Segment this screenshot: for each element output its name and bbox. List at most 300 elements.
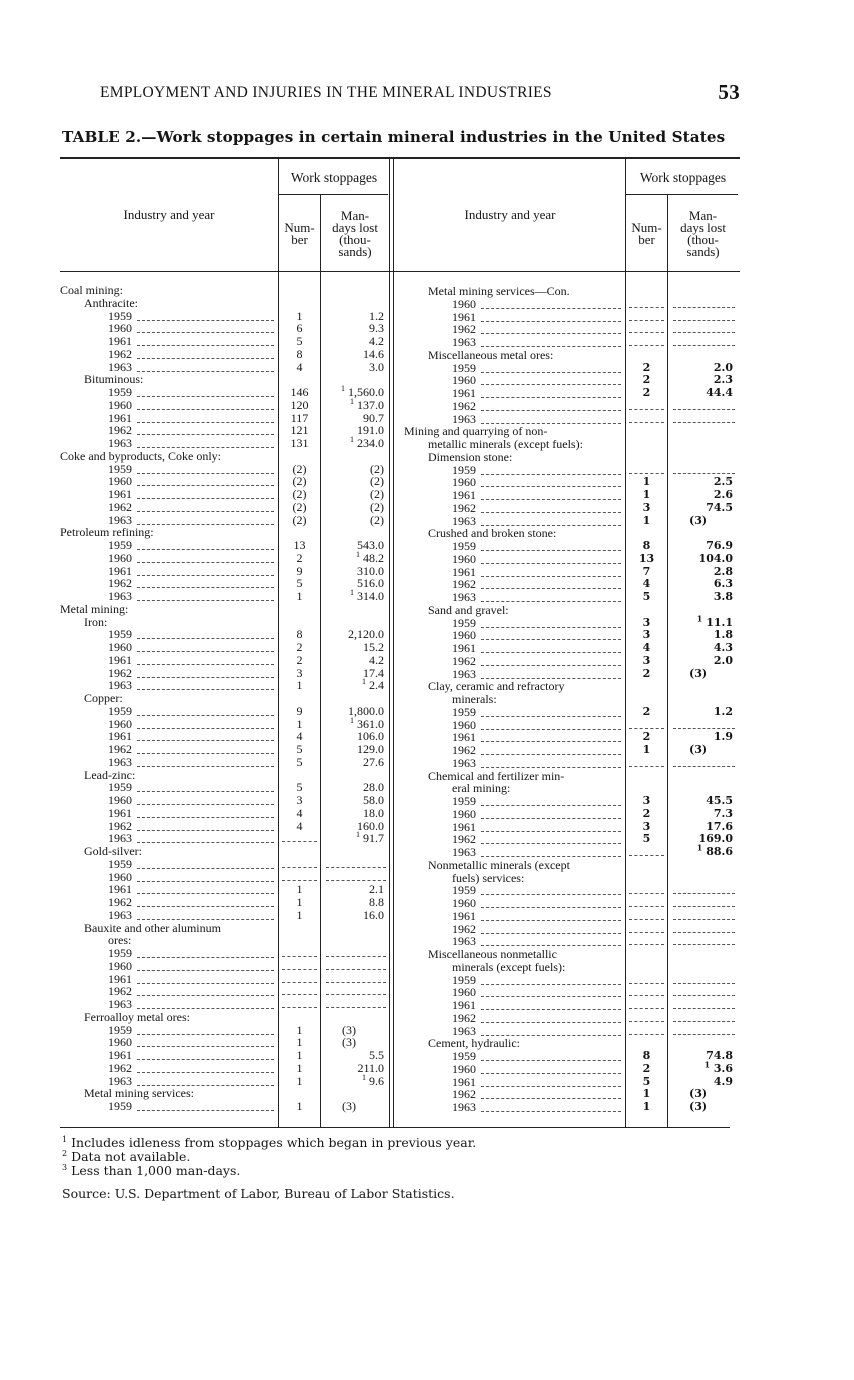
row-label: 1959 <box>108 538 132 552</box>
mandays-value: 9.3 <box>369 321 384 336</box>
dot-leader <box>481 550 621 551</box>
row-label: 1962 <box>108 423 132 438</box>
table-row <box>0 336 854 349</box>
table-row <box>0 958 854 974</box>
mandays-value: (3) <box>689 513 708 527</box>
number-cell: 4 <box>296 359 303 374</box>
row-label: 1963 <box>108 359 132 374</box>
table-row <box>0 999 854 1012</box>
number-cell: 121 <box>290 423 309 438</box>
mandays-value: 17.6 <box>706 819 733 833</box>
number-cell: 5 <box>642 1074 651 1088</box>
dot-leader <box>481 639 621 640</box>
empty-cell-dash <box>629 320 664 321</box>
number-cell: 146 <box>290 385 309 399</box>
dot-leader <box>481 588 621 589</box>
row-label: 1963 <box>108 589 132 603</box>
number-cell: 1 <box>296 1035 303 1050</box>
footnote-ref: 1 <box>362 1072 366 1082</box>
number-cell: 2 <box>642 1061 651 1075</box>
dot-leader <box>481 754 621 755</box>
row-label: 1963 <box>452 1023 476 1038</box>
number-cell: 13 <box>293 538 306 552</box>
dot-leader <box>481 984 621 985</box>
empty-cell-dash <box>629 906 664 907</box>
dot-leader <box>481 1111 621 1112</box>
table-row <box>0 1009 854 1025</box>
mandays-value: (3) <box>689 1087 708 1101</box>
table-row <box>0 703 854 719</box>
mandays-cell <box>689 744 707 757</box>
number-cell: 1 <box>642 488 651 501</box>
table-row <box>0 986 854 999</box>
row-label: 1962 <box>452 743 476 757</box>
row-label: 1959 <box>452 539 476 553</box>
row-label: metallic minerals (except fuels): <box>428 437 583 451</box>
mandays-value: 2.8 <box>713 564 733 578</box>
empty-cell-dash <box>673 932 735 933</box>
table-row <box>0 591 854 604</box>
mandays-value: 4.9 <box>713 1074 733 1088</box>
left-industry-header: Industry and year <box>123 207 215 222</box>
number-cell: 1 <box>642 475 651 489</box>
row-label: Copper: <box>84 691 123 705</box>
empty-cell-dash <box>629 1008 664 1009</box>
row-label: minerals (except fuels): <box>452 959 566 974</box>
mandays-value: 7.3 <box>713 806 733 820</box>
number-cell: 2 <box>642 704 651 718</box>
dot-leader <box>481 920 621 921</box>
row-label: 1963 <box>452 934 476 949</box>
number-cell: 3 <box>642 500 651 514</box>
footnote-mark: 1 <box>62 1134 68 1144</box>
row-label: 1959 <box>452 462 476 477</box>
table-row <box>0 512 854 528</box>
table-row <box>0 856 854 872</box>
number-cell: (2) <box>292 499 307 514</box>
mandays-value: 8.8 <box>369 895 384 909</box>
number-cell: 3 <box>642 615 651 629</box>
table-row <box>0 1073 854 1089</box>
dot-leader <box>481 831 621 832</box>
mandays-cell <box>689 1101 707 1114</box>
table-row <box>0 652 854 668</box>
row-label: 1960 <box>108 474 132 489</box>
row-label: 1961 <box>108 334 132 348</box>
mandays-value: 1,560.0 <box>348 385 384 399</box>
row-label: 1959 <box>108 308 132 323</box>
row-label: 1960 <box>108 550 132 565</box>
table-row <box>0 948 854 961</box>
row-label: Clay, ceramic and refractory <box>428 679 565 694</box>
footnote-ref: 1 <box>696 612 703 623</box>
number-cell: 2 <box>642 730 651 744</box>
empty-cell-dash <box>629 473 664 474</box>
table-row <box>0 920 854 936</box>
row-label: 1959 <box>108 1099 132 1113</box>
row-label: Metal mining services—Con. <box>428 284 570 298</box>
row-label: 1960 <box>452 717 476 732</box>
row-label: 1960 <box>452 296 476 311</box>
row-label: 1959 <box>452 794 476 808</box>
footnote-ref: 1 <box>350 435 354 444</box>
table-row <box>0 744 854 757</box>
footnote-ref: 1 <box>356 549 360 559</box>
mandays-value: 74.5 <box>706 500 733 514</box>
mandays-value: 2.0 <box>713 653 733 667</box>
empty-cell-dash <box>673 1021 735 1022</box>
row-label: 1963 <box>452 335 476 349</box>
dot-leader <box>481 627 621 628</box>
dot-leader <box>481 856 621 857</box>
row-label: 1959 <box>108 856 132 871</box>
dot-leader <box>481 741 621 742</box>
empty-cell-dash <box>629 345 664 346</box>
number-cell: 4 <box>642 641 651 654</box>
mandays-value: (3) <box>689 743 708 756</box>
table-row <box>0 323 854 336</box>
empty-cell-dash <box>673 983 735 984</box>
row-label: Bauxite and other aluminum <box>84 920 221 935</box>
table-row <box>0 842 854 859</box>
empty-cell-dash <box>629 1034 664 1035</box>
dot-leader <box>481 474 621 475</box>
mandays-value: 17.4 <box>363 665 384 680</box>
number-header-line: ber <box>291 232 308 247</box>
row-label: 1960 <box>108 640 132 654</box>
number-cell: 3 <box>642 628 651 642</box>
row-label: 1963 <box>108 997 132 1011</box>
row-label: 1960 <box>452 806 476 821</box>
empty-cell-dash <box>629 893 664 894</box>
number-cell: 8 <box>296 627 303 642</box>
table-row <box>0 869 854 885</box>
mandays-value: 1.2 <box>713 704 733 718</box>
number-cell: 4 <box>296 729 303 744</box>
row-label: 1959 <box>108 946 132 960</box>
mandays-value: 2.0 <box>713 360 733 374</box>
footnote-ref: 1 <box>341 384 345 393</box>
row-label: 1963 <box>452 666 476 681</box>
mandays-value: (3) <box>342 1022 356 1037</box>
row-label: Coal mining: <box>60 283 123 297</box>
number-cell: (2) <box>292 461 307 476</box>
empty-cell-dash <box>673 1008 735 1009</box>
empty-cell-dash <box>629 766 664 767</box>
row-label: 1963 <box>108 512 132 527</box>
row-label: Bituminous: <box>84 372 144 387</box>
footnote-ref: 1 <box>704 1059 711 1070</box>
mandays-value: (3) <box>342 1035 356 1050</box>
right-mandays-header <box>668 210 738 258</box>
dot-leader <box>481 372 621 373</box>
footnote-ref: 1 <box>350 396 354 406</box>
mandays-value: 160.0 <box>357 818 384 833</box>
footnote-ref: 1 <box>350 715 354 725</box>
number-cell: 5 <box>296 742 303 756</box>
empty-cell-dash <box>629 855 664 856</box>
table-row <box>0 907 854 923</box>
number-cell: 4 <box>296 805 303 820</box>
row-label: 1962 <box>452 1087 476 1102</box>
row-label: 1959 <box>108 627 132 642</box>
dot-leader <box>481 767 621 768</box>
row-label: Ferroalloy metal ores: <box>84 1009 190 1024</box>
mandays-value: 234.0 <box>357 436 384 450</box>
row-label: 1960 <box>452 1061 476 1076</box>
mandays-value: 90.7 <box>363 410 384 425</box>
row-label: 1959 <box>452 883 476 898</box>
dot-leader <box>481 1060 621 1061</box>
dot-leader <box>481 563 621 564</box>
header-bottom-rule <box>60 271 740 272</box>
mandays-header-line: sands) <box>686 244 720 259</box>
table-row <box>0 935 854 948</box>
mandays-value: 1.8 <box>713 628 733 642</box>
mandays-value: (2) <box>370 487 384 501</box>
dot-leader <box>481 384 621 385</box>
mandays-value: 2.1 <box>369 882 384 897</box>
row-label: 1962 <box>452 921 476 936</box>
number-cell: 2 <box>642 360 651 374</box>
mandays-value: 4.2 <box>369 652 384 667</box>
row-label: 1959 <box>452 704 476 719</box>
row-label: 1962 <box>108 1060 132 1075</box>
row-label: 1959 <box>108 385 132 399</box>
empty-cell-dash <box>673 409 735 410</box>
empty-cell-dash <box>673 893 735 894</box>
mandays-value: 2.3 <box>713 373 733 387</box>
row-label: 1962 <box>452 832 476 847</box>
dot-leader <box>481 665 621 666</box>
number-cell: 2 <box>296 550 303 565</box>
footnotes <box>62 1136 476 1201</box>
row-label: 1960 <box>452 896 476 910</box>
mandays-value: (2) <box>370 461 384 476</box>
row-label: Anthracite: <box>84 295 138 310</box>
right-work-stoppages-header: Work stoppages <box>639 170 727 185</box>
row-label: minerals: <box>452 692 497 706</box>
mandays-value: 91.7 <box>363 831 384 846</box>
row-label: 1962 <box>452 577 476 592</box>
table-row <box>0 1022 854 1038</box>
left-number-header <box>279 222 320 246</box>
row-label: 1963 <box>108 678 132 693</box>
number-cell: 5 <box>642 590 651 603</box>
row-label: ores: <box>108 933 132 948</box>
footnote-mark: 3 <box>62 1162 68 1172</box>
page-number: 53 <box>718 80 740 104</box>
mandays-value: 2,120.0 <box>348 627 384 642</box>
row-label: 1961 <box>452 1074 476 1089</box>
footnote-ref: 1 <box>356 830 360 840</box>
number-cell: 3 <box>296 793 303 807</box>
dot-leader <box>481 729 621 730</box>
mandays-value: 211.0 <box>357 1060 384 1075</box>
row-label: Lead-zinc: <box>84 767 136 782</box>
mandays-value: 76.9 <box>706 539 733 552</box>
row-label: 1960 <box>108 716 132 731</box>
table-top-rule <box>60 157 740 159</box>
table-row <box>0 1088 854 1101</box>
dot-leader <box>481 333 621 334</box>
number-cell: 1 <box>296 882 303 897</box>
dot-leader <box>481 894 621 895</box>
row-label: Chemical and fertilizer min- <box>428 768 565 783</box>
number-cell: 5 <box>296 780 303 795</box>
table-title: TABLE 2.—Work stoppages in certain mineral industries in the United States <box>62 128 726 146</box>
number-cell: 1 <box>296 1099 303 1113</box>
running-head <box>100 80 740 104</box>
dot-leader <box>481 601 621 602</box>
mandays-cell <box>669 591 733 604</box>
number-cell: (2) <box>292 487 307 501</box>
footnote-mark: 2 <box>62 1148 68 1158</box>
dot-leader <box>481 308 621 309</box>
empty-cell-dash <box>673 332 735 333</box>
dot-leader <box>481 1022 621 1023</box>
row-label: 1959 <box>108 1022 132 1037</box>
footnote <box>62 1150 476 1164</box>
number-cell: 5 <box>642 832 651 846</box>
row-label: Petroleum refining: <box>60 525 154 540</box>
row-label: Miscellaneous nonmetallic <box>428 947 557 961</box>
mandays-value: (2) <box>370 474 384 489</box>
mandays-value: 1.2 <box>369 308 384 323</box>
footnote-ref: 1 <box>350 588 354 597</box>
mandays-header-line: days lost <box>332 220 378 235</box>
table-row <box>0 884 854 897</box>
number-cell: 2 <box>296 652 303 667</box>
empty-cell-dash <box>673 473 735 474</box>
table-row <box>0 665 854 681</box>
mandays-value: 88.6 <box>706 845 733 858</box>
row-label: 1961 <box>452 564 476 579</box>
mandays-value: (2) <box>370 512 384 527</box>
row-label: 1963 <box>108 1073 132 1088</box>
empty-cell-dash <box>673 919 735 920</box>
table-row <box>0 1101 854 1114</box>
row-label: fuels) services: <box>452 870 525 885</box>
dot-leader <box>481 1098 621 1099</box>
row-label: Iron: <box>84 614 108 629</box>
mandays-value: 16.0 <box>363 907 384 922</box>
dot-leader <box>481 397 621 398</box>
row-label: 1961 <box>108 971 132 986</box>
number-cell: 7 <box>642 564 651 578</box>
empty-cell-dash <box>629 995 664 996</box>
empty-cell-dash <box>629 307 664 308</box>
row-label: 1962 <box>108 499 132 514</box>
table-row <box>0 754 854 770</box>
mandays-value: 9.6 <box>369 1073 384 1088</box>
number-cell: 5 <box>296 334 303 348</box>
table-row <box>0 285 854 298</box>
number-cell: 2 <box>642 386 651 399</box>
mandays-value: 3.8 <box>713 590 733 603</box>
mandays-header-line: (thou- <box>339 232 371 247</box>
empty-cell-dash <box>629 332 664 333</box>
row-label: 1960 <box>108 321 132 336</box>
footnote-ref: 1 <box>362 677 366 687</box>
mandays-value: 48.2 <box>363 550 384 565</box>
mandays-value: 516.0 <box>357 576 384 591</box>
footnote-text: Less than 1,000 man-days. <box>71 1163 241 1178</box>
dot-leader <box>481 1009 621 1010</box>
number-cell: 2 <box>642 373 651 387</box>
mandays-value: 1,800.0 <box>348 703 384 718</box>
empty-cell-dash <box>629 983 664 984</box>
row-label: 1961 <box>108 805 132 820</box>
row-label: 1963 <box>108 436 132 450</box>
number-cell: (2) <box>292 474 307 489</box>
dot-leader <box>481 1086 621 1087</box>
number-cell: 13 <box>638 551 655 565</box>
empty-cell-dash <box>673 995 735 996</box>
row-label: 1959 <box>108 780 132 795</box>
row-label: 1962 <box>452 500 476 515</box>
dot-leader <box>481 410 621 411</box>
number-header-line: ber <box>638 232 655 247</box>
number-cell: 3 <box>296 665 303 680</box>
number-cell: 1 <box>642 1087 651 1101</box>
mandays-value: 361.0 <box>357 716 384 731</box>
mandays-value: 14.6 <box>363 346 384 361</box>
dot-leader <box>481 576 621 577</box>
row-label: Metal mining: <box>60 601 129 616</box>
empty-cell-dash <box>673 944 735 945</box>
row-label: 1963 <box>108 831 132 846</box>
table-row <box>0 397 854 413</box>
number-cell: 1 <box>296 716 303 731</box>
mandays-value: 6.3 <box>713 577 733 591</box>
number-cell: 8 <box>296 346 303 361</box>
mandays-value: 3.6 <box>713 1061 733 1075</box>
number-cell: 5 <box>296 754 303 769</box>
number-cell: 1 <box>642 513 651 527</box>
empty-cell-dash <box>629 422 664 423</box>
mandays-value: 169.0 <box>698 832 733 846</box>
mandays-header-line: Man- <box>340 208 370 223</box>
mandays-value: 106.0 <box>357 729 384 744</box>
row-label: Crushed and broken stone: <box>428 526 557 541</box>
mandays-value: 11.1 <box>706 615 733 629</box>
row-label: 1961 <box>452 998 476 1012</box>
mandays-value: 18.0 <box>363 805 384 820</box>
row-label: 1962 <box>452 398 476 413</box>
row-label: 1962 <box>108 895 132 909</box>
row-label: 1963 <box>452 845 476 859</box>
table-row <box>0 448 854 464</box>
number-cell: 8 <box>642 539 651 552</box>
number-cell: 6 <box>296 321 303 336</box>
mandays-value: 4.2 <box>369 334 384 348</box>
row-label: 1962 <box>108 742 132 756</box>
row-label: 1960 <box>108 397 132 412</box>
row-label: 1960 <box>452 628 476 643</box>
row-label: Mining and quarrying of non- <box>404 424 548 439</box>
row-label: 1961 <box>108 563 132 578</box>
left-work-stoppages-header: Work stoppages <box>290 170 378 185</box>
number-cell: 1 <box>296 1022 303 1037</box>
table-row <box>0 308 854 324</box>
header-rule-right <box>626 194 738 195</box>
number-cell: 3 <box>642 794 651 807</box>
dot-leader <box>481 818 621 819</box>
footnote <box>62 1164 476 1178</box>
row-label: 1961 <box>108 1048 132 1062</box>
mandays-value: 129.0 <box>357 742 384 756</box>
